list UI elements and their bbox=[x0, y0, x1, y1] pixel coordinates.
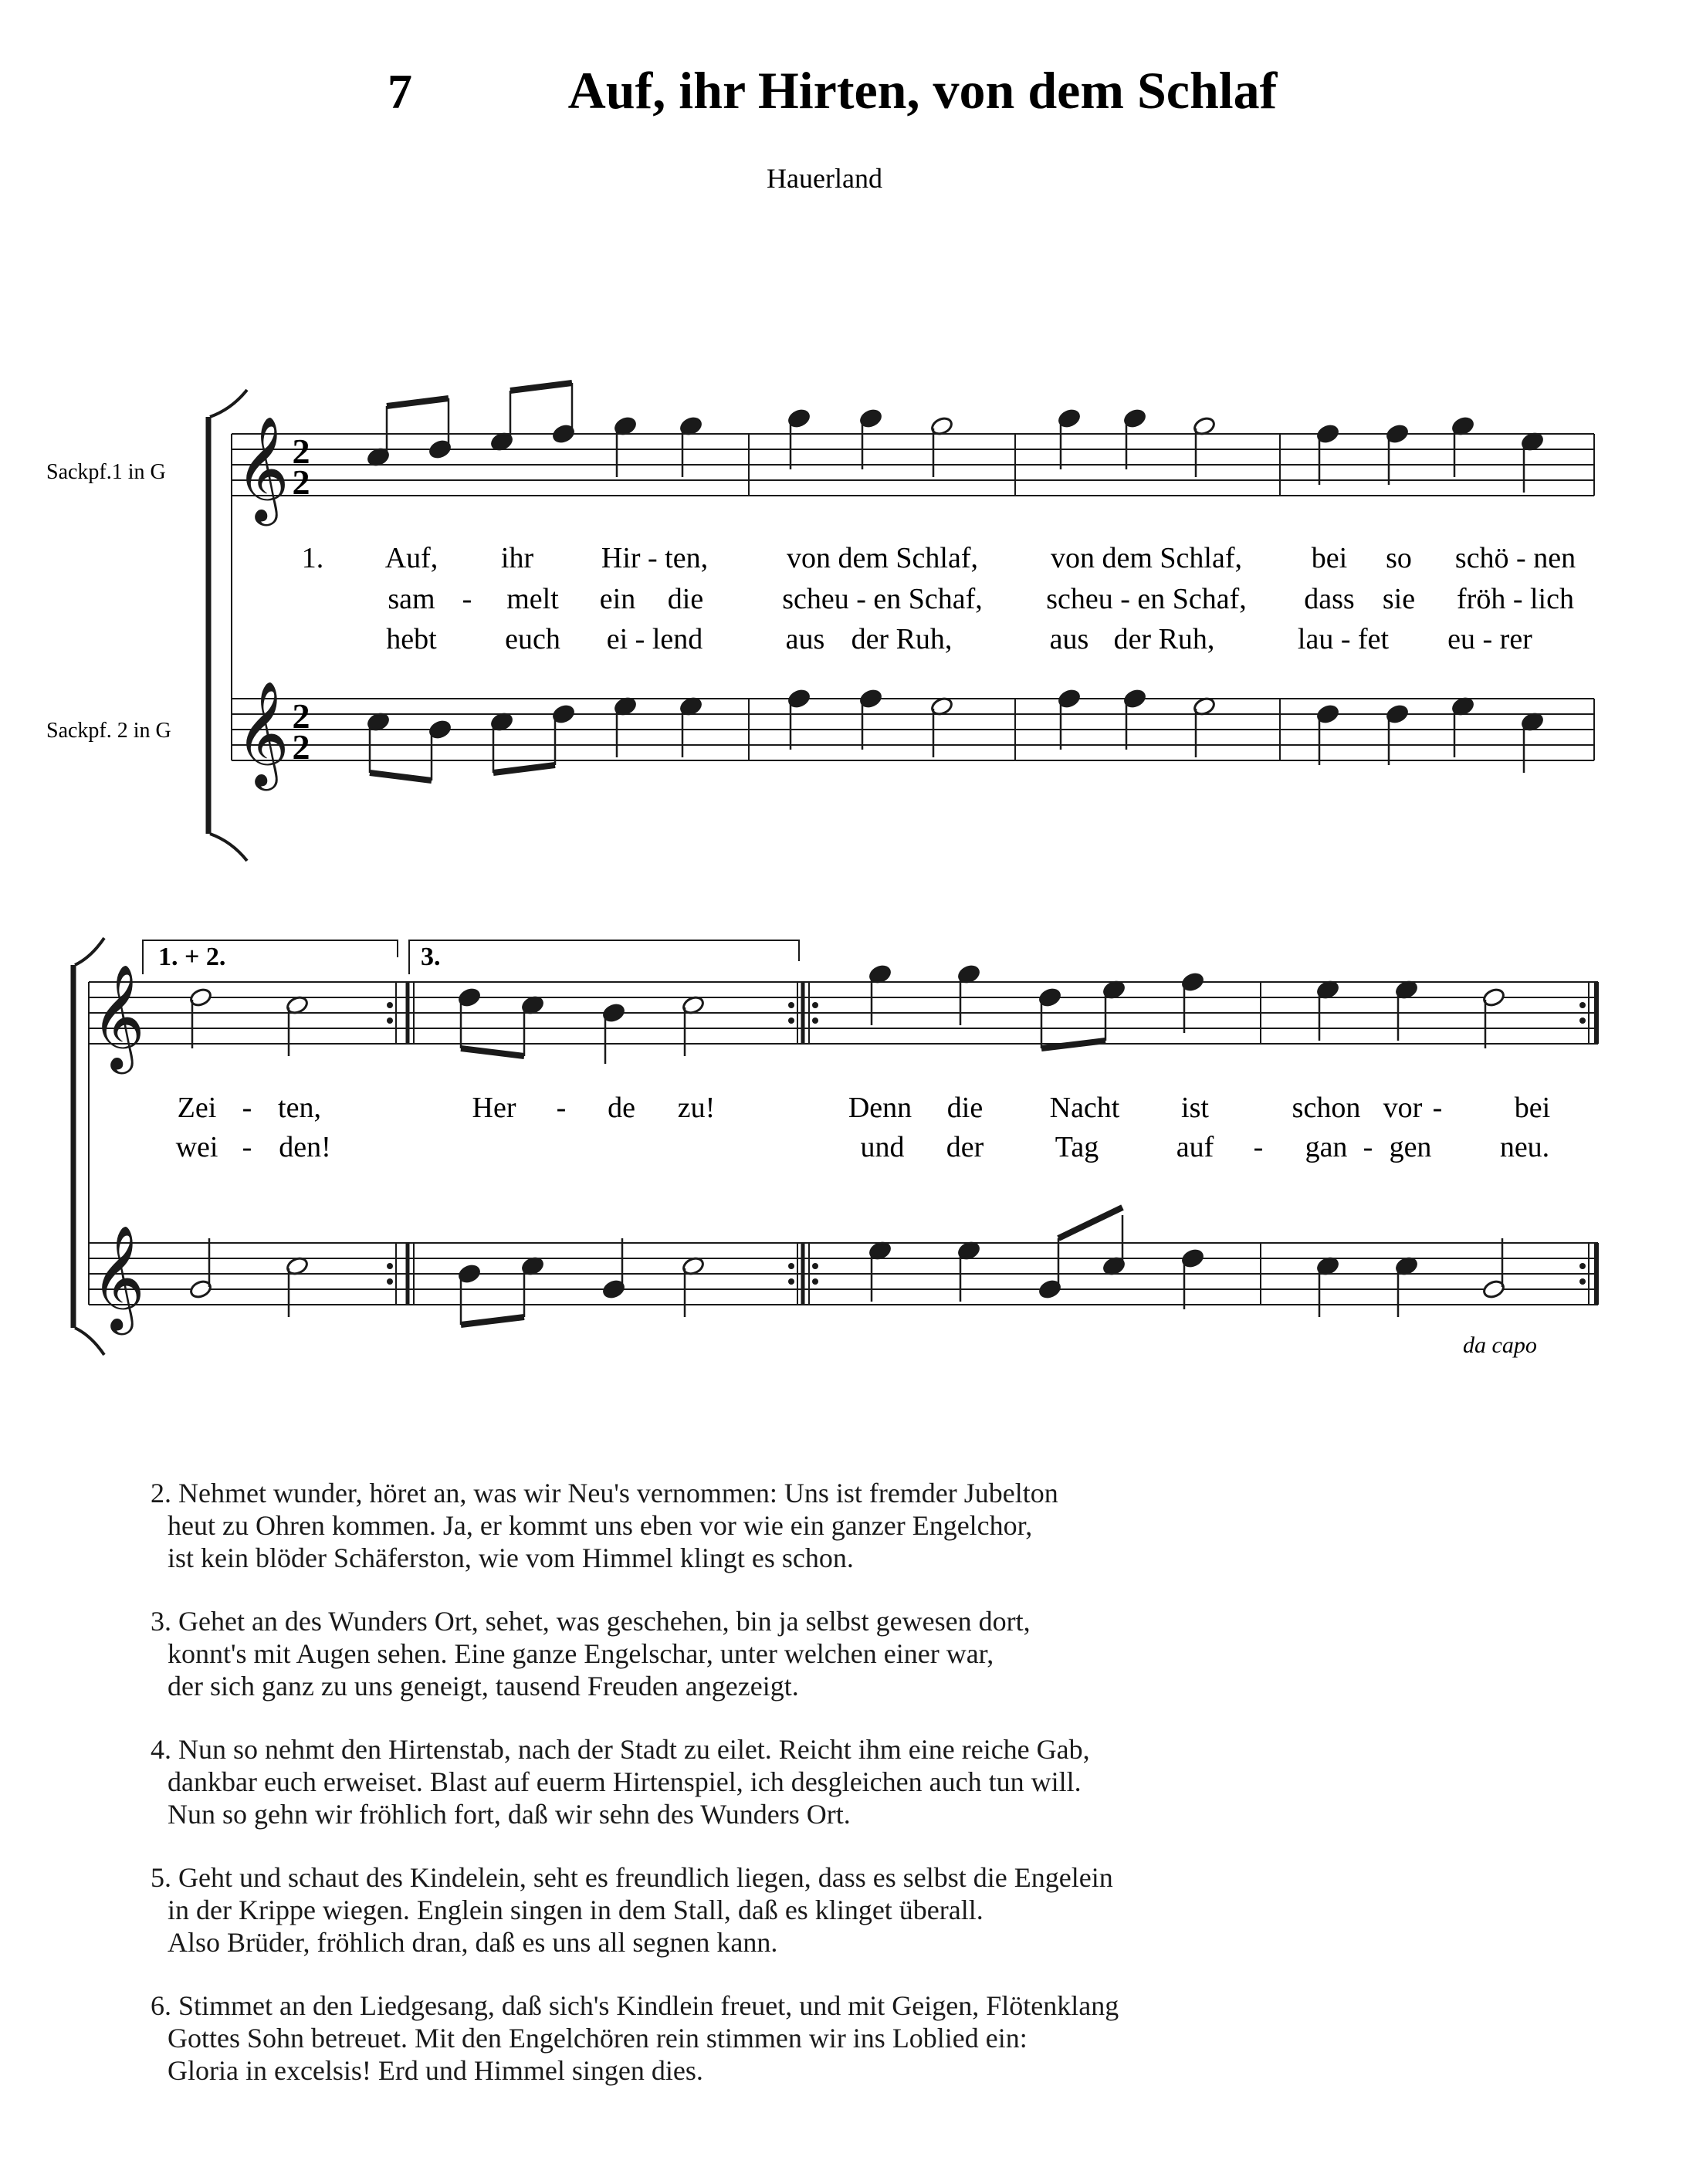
lyric: und bbox=[860, 1131, 905, 1163]
lyric: eu - rer bbox=[1447, 623, 1532, 655]
lyric: den! bbox=[279, 1131, 331, 1163]
lyric: ist bbox=[1181, 1092, 1209, 1124]
repeat-dot bbox=[812, 1263, 818, 1269]
volta-bracket bbox=[409, 940, 799, 974]
repeat-dot bbox=[788, 1002, 794, 1008]
verse-line: der sich ganz zu uns geneigt, tausend Freuden angezeigt. bbox=[168, 1671, 799, 1701]
system-bracket-cap bbox=[210, 834, 247, 861]
note-beam bbox=[1058, 1207, 1122, 1238]
instrument-label-1: Sackpf.1 in G bbox=[46, 460, 166, 484]
lyric: scheu - en Schaf, bbox=[782, 583, 983, 615]
verse-line: Gloria in excelsis! Erd und Himmel singen dies. bbox=[168, 2055, 703, 2086]
treble-clef: 𝄞 bbox=[235, 679, 289, 786]
lyric: euch bbox=[505, 623, 560, 655]
repeat-dot bbox=[387, 1002, 393, 1008]
treble-clef: 𝄞 bbox=[91, 1224, 145, 1330]
time-signature-bottom: 2 bbox=[292, 727, 310, 767]
note-beam bbox=[387, 398, 449, 406]
system-bracket-cap bbox=[75, 938, 104, 965]
lyric: zu! bbox=[677, 1092, 716, 1124]
repeat-dot bbox=[1579, 1278, 1586, 1285]
da-capo: da capo bbox=[1463, 1332, 1537, 1358]
lyric: der Ruh, bbox=[1113, 623, 1215, 655]
lyric: lau - fet bbox=[1297, 623, 1390, 655]
lyric: schon bbox=[1292, 1092, 1361, 1124]
verse-number: 5. bbox=[151, 1862, 171, 1893]
lyric: Zei bbox=[177, 1092, 217, 1124]
verse-6 bbox=[151, 1989, 1617, 2087]
lyric: scheu - en Schaf, bbox=[1046, 583, 1247, 615]
lyric: von dem Schlaf, bbox=[1050, 542, 1243, 574]
lyric: aus bbox=[785, 623, 825, 655]
verse-line: Also Brüder, fröhlich dran, daß es uns all segnen kann. bbox=[168, 1927, 778, 1958]
repeat-dot bbox=[812, 1002, 818, 1008]
lyric: der bbox=[946, 1131, 984, 1163]
lyric: ein bbox=[599, 583, 636, 615]
lyric: sam bbox=[388, 583, 435, 615]
verse-number: 6. bbox=[151, 1990, 171, 2021]
lyric: die bbox=[667, 583, 704, 615]
verse-text: Nehmet wunder, höret an, was wir Neu's vernommen: Uns ist fremder Jubelton bbox=[178, 1478, 1058, 1508]
lyric: aus bbox=[1049, 623, 1089, 655]
verse-line: dankbar euch erweiset. Blast auf euerm Hirtenspiel, ich desgleichen auch tun will. bbox=[168, 1766, 1082, 1797]
verse-text: Stimmet an den Liedgesang, daß sich's Kindlein freuet, und mit Geigen, Flötenklang bbox=[178, 1990, 1119, 2021]
lyric: gen bbox=[1389, 1131, 1432, 1163]
lyric: der Ruh, bbox=[851, 623, 953, 655]
note-beam bbox=[461, 1048, 524, 1056]
verse-line bbox=[151, 1477, 1617, 1509]
lyric: - bbox=[462, 583, 472, 615]
repeat-dot bbox=[387, 1263, 393, 1269]
verse-line: Gottes Sohn betreuet. Mit den Engelchören rein stimmen wir ins Loblied ein: bbox=[168, 2023, 1028, 2054]
lyric: bei bbox=[1514, 1092, 1551, 1124]
lyric: so bbox=[1386, 542, 1412, 574]
lyric: Denn bbox=[848, 1092, 912, 1124]
verse-line: heut zu Ohren kommen. Ja, er kommt uns eben vor wie ein ganzer Engelchor, bbox=[168, 1510, 1033, 1541]
verse-line: in der Krippe wiegen. Englein singen in dem Stall, daß es klinget überall. bbox=[168, 1894, 984, 1925]
repeat-dot bbox=[788, 1263, 794, 1269]
lyric: fröh - lich bbox=[1457, 583, 1574, 615]
verse-line: ist kein blöder Schäferston, wie vom Himmel klingt es schon. bbox=[168, 1542, 854, 1573]
verse-4 bbox=[151, 1733, 1617, 1830]
lyric: neu. bbox=[1499, 1131, 1550, 1163]
lyric: dass bbox=[1304, 583, 1355, 615]
song-title: Auf, ihr Hirten, von dem Schlaf bbox=[567, 61, 1278, 120]
lyric: - bbox=[1363, 1131, 1373, 1163]
verse-5 bbox=[151, 1861, 1617, 1959]
verse-2 bbox=[151, 1477, 1617, 1574]
verses bbox=[151, 1477, 1617, 2118]
repeat-dot bbox=[788, 1018, 794, 1024]
repeat-dot bbox=[1579, 1263, 1586, 1269]
verse-text: Geht und schaut des Kindelein, seht es freundlich liegen, dass es selbst die Engelein bbox=[178, 1862, 1113, 1893]
lyric: Tag bbox=[1055, 1131, 1099, 1163]
lyric: bei bbox=[1311, 542, 1348, 574]
verse-line: Nun so gehn wir fröhlich fort, daß wir sehn des Wunders Ort. bbox=[168, 1799, 851, 1830]
lyric: ihr bbox=[500, 542, 534, 574]
lyric: Nacht bbox=[1049, 1092, 1120, 1124]
repeat-dot bbox=[788, 1278, 794, 1285]
repeat-dot bbox=[812, 1018, 818, 1024]
ending-3-label: 3. bbox=[421, 943, 441, 971]
lyric: - bbox=[242, 1092, 252, 1124]
treble-clef: 𝄞 bbox=[235, 415, 289, 521]
note-beam bbox=[1041, 1041, 1105, 1048]
time-signature-bottom: 2 bbox=[292, 462, 310, 502]
verse-line bbox=[151, 1861, 1617, 1894]
lyric: vor bbox=[1383, 1092, 1423, 1124]
lyric: von dem Schlaf, bbox=[786, 542, 979, 574]
verse-text: Nun so nehmt den Hirtenstab, nach der Stadt zu eilet. Reicht ihm eine reiche Gab, bbox=[178, 1734, 1090, 1765]
repeat-dot bbox=[1579, 1002, 1586, 1008]
ending-1-2-label: 1. + 2. bbox=[158, 943, 226, 971]
lyric: - bbox=[1253, 1131, 1264, 1163]
verse-line bbox=[151, 1733, 1617, 1766]
repeat-dot bbox=[812, 1278, 818, 1285]
note-beam bbox=[370, 773, 432, 780]
system-bracket-cap bbox=[210, 390, 247, 417]
lyric: sie bbox=[1382, 583, 1416, 615]
repeat-dot bbox=[1579, 1018, 1586, 1024]
lyric: wei bbox=[175, 1131, 218, 1163]
verse-number: 3. bbox=[151, 1606, 171, 1637]
lyric: - bbox=[242, 1131, 252, 1163]
note-beam bbox=[461, 1317, 524, 1325]
lyric: ten, bbox=[278, 1092, 321, 1124]
notation bbox=[73, 383, 1598, 1355]
lyric: - bbox=[556, 1092, 567, 1124]
lyric: Her bbox=[472, 1092, 516, 1124]
verse-line: konnt's mit Augen sehen. Eine ganze Engelschar, unter welchen einer war, bbox=[168, 1638, 994, 1669]
lyric: schö - nen bbox=[1454, 542, 1576, 574]
lyric: auf bbox=[1176, 1131, 1214, 1163]
system-bracket-cap bbox=[75, 1328, 104, 1355]
verse-number: 1. bbox=[301, 542, 324, 574]
time-signature-top: 2 bbox=[292, 696, 310, 736]
verse-text: Gehet an des Wunders Ort, sehet, was geschehen, bin ja selbst gewesen dort, bbox=[178, 1606, 1031, 1637]
repeat-dot bbox=[387, 1018, 393, 1024]
song-origin: Hauerland bbox=[767, 163, 882, 194]
verse-line bbox=[151, 1989, 1617, 2022]
lyric: hebt bbox=[386, 623, 437, 655]
treble-clef: 𝄞 bbox=[91, 963, 145, 1069]
lyric: - bbox=[1432, 1092, 1443, 1124]
lyric: ei - lend bbox=[606, 623, 703, 655]
lyric: de bbox=[608, 1092, 635, 1124]
lyric: Auf, bbox=[384, 542, 438, 574]
lyrics-system-2 bbox=[176, 1092, 1551, 1163]
lyric: die bbox=[946, 1092, 984, 1124]
verse-line bbox=[151, 1605, 1617, 1637]
song-number: 7 bbox=[388, 64, 412, 119]
lyric: Hir - ten, bbox=[601, 542, 709, 574]
repeat-dot bbox=[387, 1278, 393, 1285]
lyric: melt bbox=[506, 583, 559, 615]
verse-number: 2. bbox=[151, 1478, 171, 1508]
verse-number: 4. bbox=[151, 1734, 171, 1765]
instrument-label-2: Sackpf. 2 in G bbox=[46, 719, 171, 743]
time-signature-top: 2 bbox=[292, 432, 310, 471]
note-beam bbox=[510, 383, 572, 391]
note-beam bbox=[493, 765, 555, 773]
verse-3 bbox=[151, 1605, 1617, 1702]
lyric: gan bbox=[1305, 1131, 1348, 1163]
lyrics-system-1 bbox=[302, 542, 1576, 655]
